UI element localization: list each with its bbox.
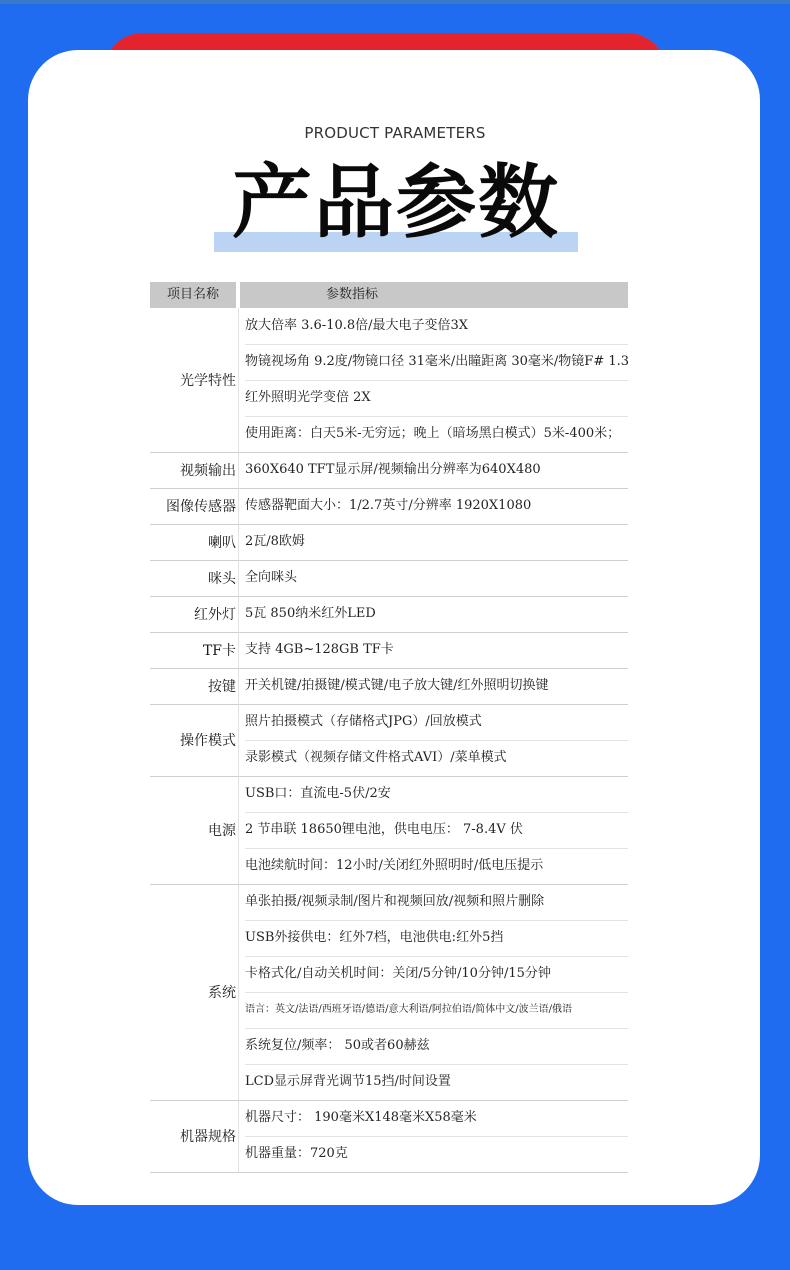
table-row: 放大倍率 3.6-10.8倍/最大电子变倍3X: [245, 308, 628, 345]
table-row: 物镜视场角 9.2度/物镜口径 31毫米/出瞳距离 30毫米/物镜F# 1.3: [245, 344, 628, 381]
page-title: 产品参数: [232, 156, 560, 249]
table-row: 使用距离：白天5米-无穷远；晚上（暗场黑白模式）5米-400米；: [245, 426, 621, 441]
group-name-cell: [150, 308, 236, 452]
group-name: 系统: [208, 985, 236, 1001]
group-name-cell: [150, 596, 236, 632]
column-divider: [238, 704, 239, 776]
column-divider: [238, 452, 239, 488]
table-row: 全向咪头: [245, 570, 298, 585]
group-name: 视频输出: [180, 463, 236, 479]
group-name-cell: [150, 560, 236, 596]
group-name: 图像传感器: [166, 499, 236, 515]
group-name: 喇叭: [208, 535, 236, 551]
group-name-cell: [150, 668, 236, 704]
table-group: [150, 596, 628, 633]
table-row: USB口：直流电-5伏/2安: [245, 776, 628, 813]
table-group: [150, 668, 628, 705]
group-name-cell: [150, 704, 236, 776]
column-divider: [238, 524, 239, 560]
table-row: 开关机键/拍摄键/模式键/电子放大键/红外照明切换键: [245, 678, 549, 693]
table-group: [150, 632, 628, 669]
parameters-table: [150, 282, 630, 1161]
table-row: 2瓦/8欧姆: [245, 534, 305, 549]
group-name: TF卡: [202, 643, 236, 659]
column-divider: [238, 632, 239, 668]
group-name: 光学特性: [180, 373, 236, 389]
table-group: [150, 1100, 628, 1173]
table-row: 系统复位/频率： 50或者60赫兹: [245, 1028, 628, 1065]
group-name: 操作模式: [180, 733, 236, 749]
table-row: 电池续航时间：12小时/关闭红外照明时/低电压提示: [245, 858, 544, 873]
group-name: 电源: [208, 823, 236, 839]
top-strip: [0, 0, 790, 4]
table-group: [150, 560, 628, 597]
table-row: 360X640 TFT显示屏/视频输出分辨率为640X480: [245, 462, 541, 477]
table-group: [150, 452, 628, 489]
table-group: [150, 308, 628, 453]
column-header-item: 项目名称: [150, 282, 236, 308]
group-name-cell: [150, 632, 236, 668]
group-name-cell: [150, 524, 236, 560]
table-row: 5瓦 850纳米红外LED: [245, 606, 376, 621]
table-row: 支持 4GB~128GB TF卡: [245, 642, 394, 657]
group-name: 机器规格: [180, 1129, 236, 1145]
column-divider: [238, 560, 239, 596]
table-row: 录影模式（视频存储文件格式AVI）/菜单模式: [245, 750, 507, 765]
table-group: [150, 488, 628, 525]
table-row: 红外照明光学变倍 2X: [245, 380, 628, 417]
title-block: [214, 158, 578, 254]
group-name-cell: [150, 884, 236, 1100]
table-row: 传感器靶面大小：1/2.7英寸/分辨率 1920X1080: [245, 498, 532, 513]
column-divider: [238, 308, 239, 452]
column-divider: [238, 1100, 239, 1172]
table-row: 2 节串联 18650锂电池，供电电压： 7-8.4V 伏: [245, 812, 628, 849]
table-group: [150, 776, 628, 885]
group-name: 红外灯: [194, 607, 236, 623]
table-group: [150, 704, 628, 777]
column-header-value: 参数指标: [240, 282, 628, 308]
table-row: USB外接供电：红外7档，电池供电:红外5挡: [245, 920, 628, 957]
table-row: 照片拍摄模式（存储格式JPG）/回放模式: [245, 704, 628, 741]
column-divider: [238, 668, 239, 704]
group-name: 按键: [208, 679, 236, 695]
table-row: 机器尺寸： 190毫米X148毫米X58毫米: [245, 1100, 628, 1137]
column-divider: [238, 884, 239, 1100]
column-divider: [238, 776, 239, 884]
section-subtitle: PRODUCT PARAMETERS: [304, 124, 486, 142]
table-row: 卡格式化/自动关机时间：关闭/5分钟/10分钟/15分钟: [245, 956, 628, 993]
group-name-cell: [150, 488, 236, 524]
table-header: [150, 282, 628, 308]
table-row: 语言：英文/法语/西班牙语/德语/意大利语/阿拉伯语/简体中文/波兰语/俄语: [245, 992, 628, 1029]
table-row: 单张拍摄/视频录制/图片和视频回放/视频和照片删除: [245, 884, 628, 921]
group-name-cell: [150, 1100, 236, 1172]
column-divider: [238, 488, 239, 524]
column-divider: [238, 596, 239, 632]
table-group: [150, 524, 628, 561]
table-group: [150, 884, 628, 1101]
group-name: 咪头: [208, 571, 236, 587]
group-name-cell: [150, 452, 236, 488]
group-name-cell: [150, 776, 236, 884]
table-row: LCD显示屏背光调节15挡/时间设置: [245, 1074, 451, 1089]
table-row: 机器重量：720克: [245, 1146, 348, 1161]
